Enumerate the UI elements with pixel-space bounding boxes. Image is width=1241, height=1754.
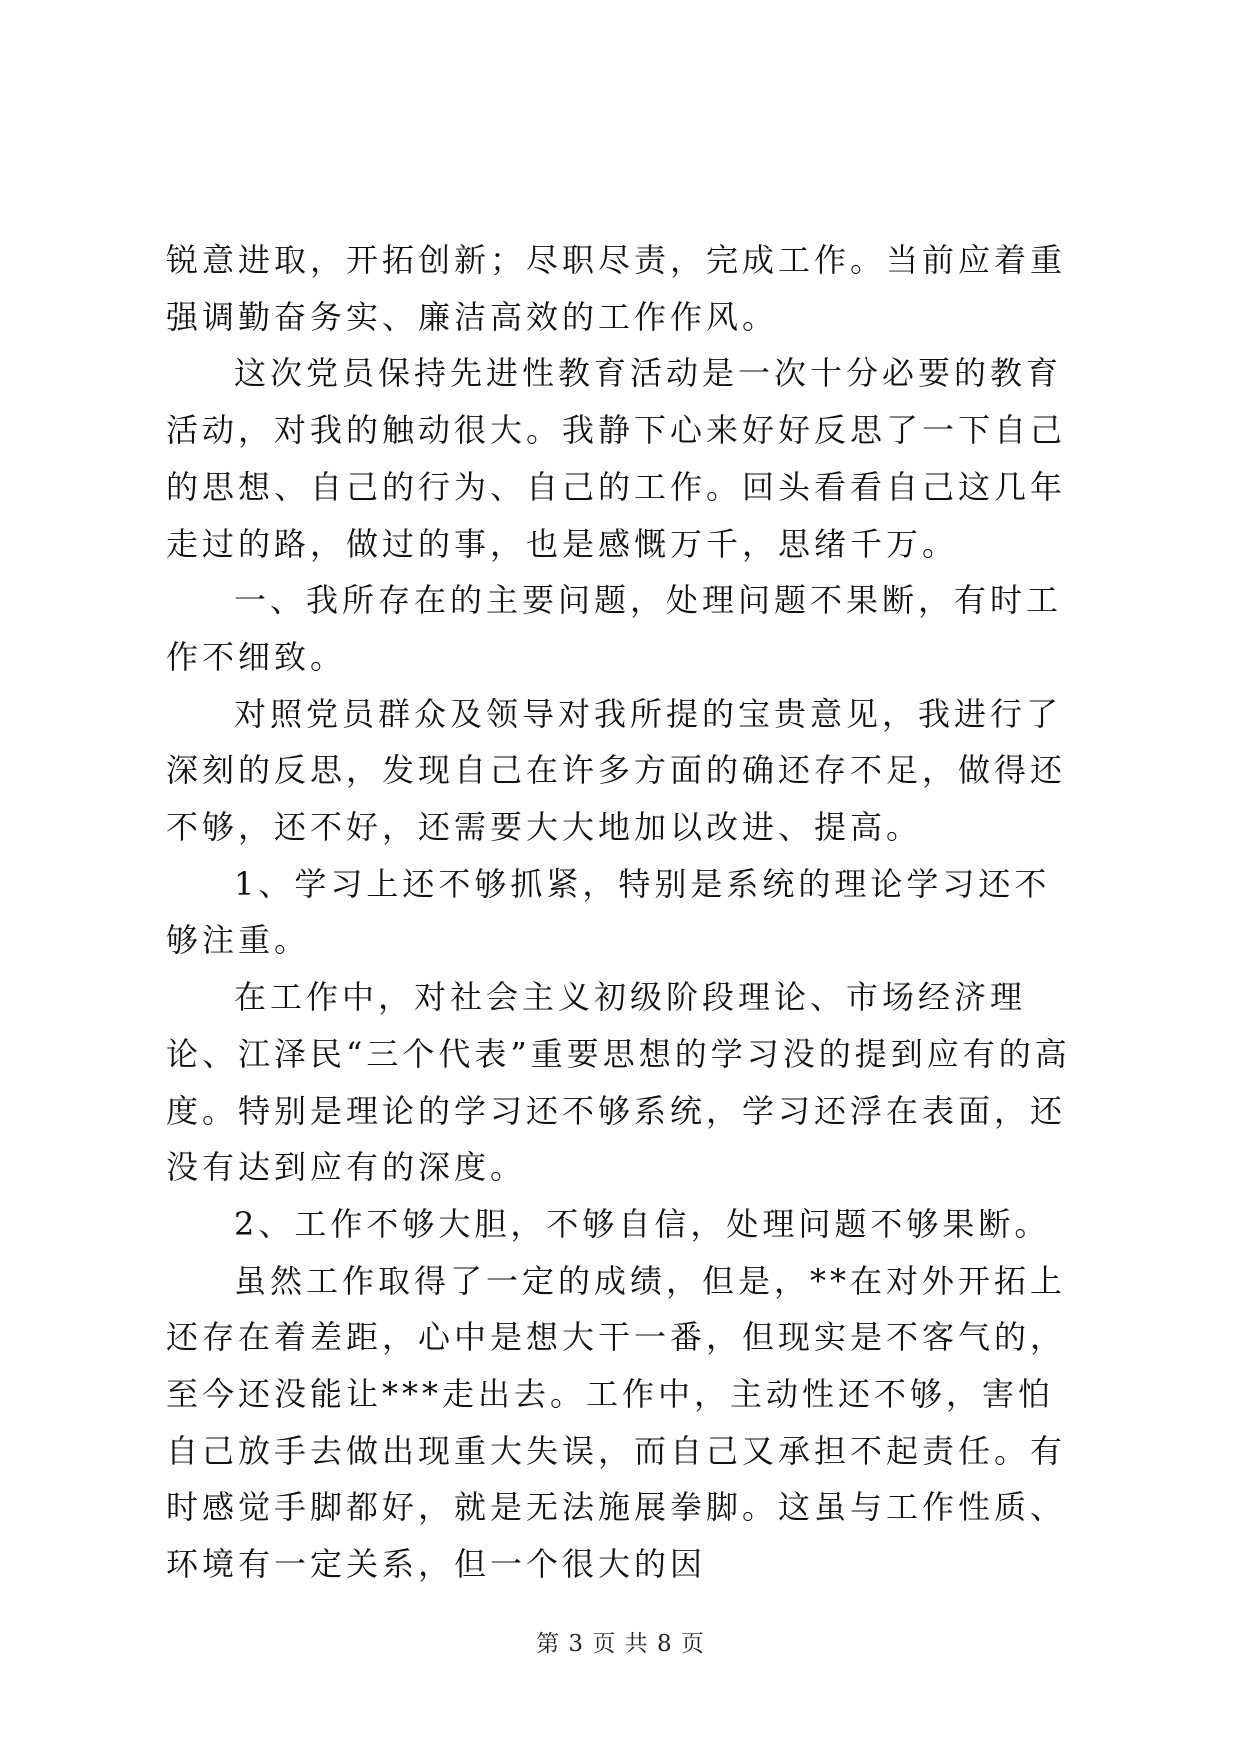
paragraph: 对照党员群众及领导对我所提的宝贵意见，我进行了深刻的反思，发现自己在许多方面的确还存不足，做得还不够，还不好，还需要大大地加以改进、提高。: [166, 694, 1067, 847]
page-number-footer: 第 3 页 共 8 页: [536, 1631, 705, 1657]
document-body: [166, 232, 1076, 1593]
paragraph: 这次党员保持先进性教育活动是一次十分必要的教育活动，对我的触动很大。我静下心来好好反思了一下自己的思想、自己的行为、自己的工作。回头看看自己这几年走过的路，做过的事，也是感慨万千，思绪千万。: [166, 354, 1067, 563]
paragraph: 1、学习上还不够抓紧，特别是系统的理论学习还不够注重。: [166, 864, 1051, 960]
paragraph: 虽然工作取得了一定的成绩，但是，**在对外开拓上还存在着差距，心中是想大干一番，但现实是不客气的，至今还没能让***走出去。工作中，主动性还不够，害怕自己放手去做出现重大失误，而自己又承担不起责任。有时感觉手脚都好，就是无法施展拳脚。这虽与工作性质、环境有一定关系，但一个很大的因: [166, 1261, 1067, 1584]
paragraph: 锐意进取，开拓创新；尽职尽责，完成工作。当前应着重强调勤奋务实、廉洁高效的工作作风。: [166, 241, 1067, 336]
paragraph: 在工作中，对社会主义初级阶段理论、市场经济理论、江泽民“三个代表”重要思想的学习没的提到应有的高度。特别是理论的学习还不够系统，学习还浮在表面，还没有达到应有的深度。: [166, 978, 1071, 1187]
paragraph: 2、工作不够大胆，不够自信，处理问题不够果断。: [234, 1204, 1051, 1243]
paragraph: 一、我所存在的主要问题，处理问题不果断，有时工作不细致。: [166, 581, 1063, 676]
